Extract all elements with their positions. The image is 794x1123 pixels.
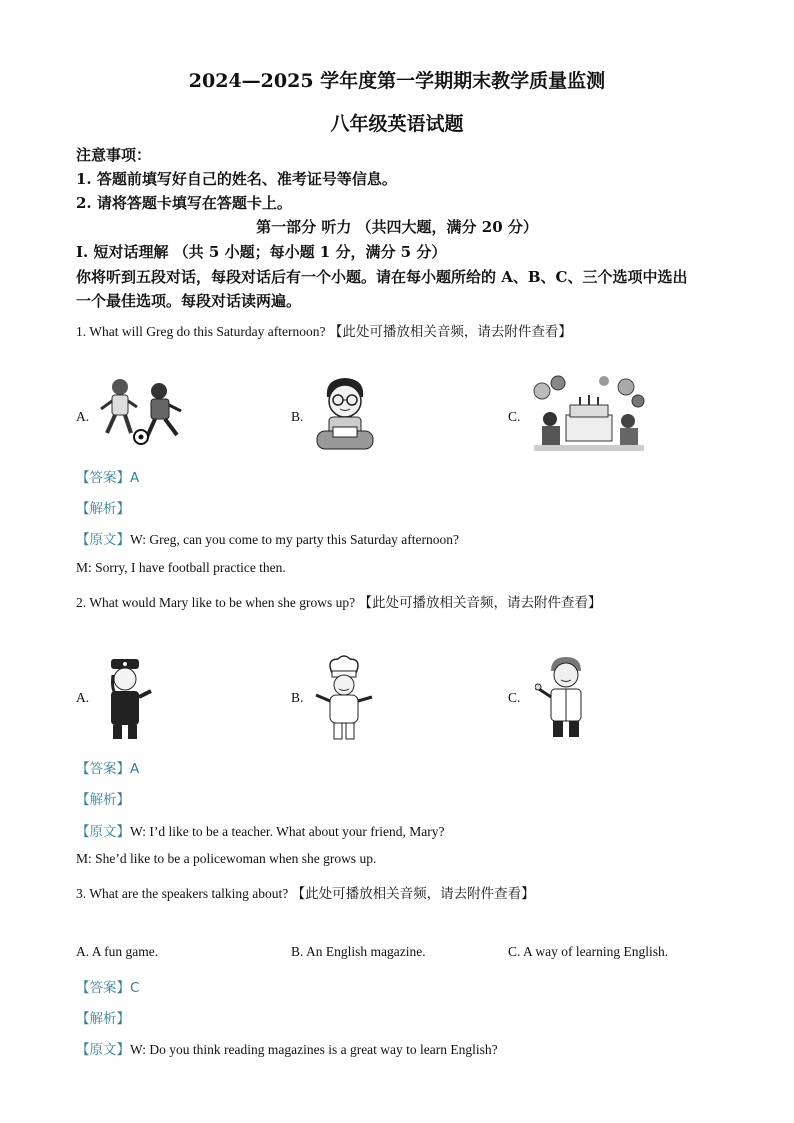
q2-original-text-1: W: I’d like to be a teacher. What about your friend, Mary? [130, 824, 445, 839]
q1-answer: 【答案】A [76, 470, 140, 486]
football-players-icon [95, 375, 195, 447]
q2-original-line-2: M: She’d like to be a policewoman when she grows up. [76, 851, 377, 866]
q1-option-a-label: A. [76, 409, 90, 424]
q2-original-tag: 【原文】 [76, 824, 130, 840]
q2-option-c-label: C. [508, 690, 521, 705]
doctor-icon [535, 655, 597, 739]
question-2-text: 2. What would Mary like to be when she grows up? 【此处可播放相关音频，请去附件查看】 [76, 595, 602, 610]
section-title: Ⅰ. 短对话理解 （共 5 小题；每小题 1 分，满分 5 分） [76, 243, 447, 261]
policewoman-icon [95, 657, 155, 741]
q3-original-line-1 [76, 1038, 498, 1058]
q2-option-b-label: B. [291, 690, 304, 705]
part1-title: 第一部分 听力 （共四大题，满分 20 分） [256, 218, 538, 236]
q1-original-tag: 【原文】 [76, 532, 130, 548]
exam-title: 2024—2025 学年度第一学期期末教学质量监测 [188, 70, 606, 92]
q1-original-line-2: M: Sorry, I have football practice then. [76, 560, 286, 575]
q1-original-text-1: W: Greg, can you come to my party this Saturday afternoon? [130, 532, 460, 547]
q1-option-c-label: C. [508, 409, 521, 424]
instruction-line-1: 你将听到五段对话，每段对话后有一个小题。请在每小题所给的 A、B、C、三个选项中选出 [76, 268, 688, 286]
notes-heading: 注意事项： [76, 146, 152, 164]
chef-icon [312, 655, 376, 741]
exam-subtitle: 八年级英语试题 [330, 113, 464, 135]
q1-option-b-label: B. [291, 409, 304, 424]
studying-boy-icon [315, 375, 375, 451]
q2-answer: 【答案】A [76, 761, 140, 777]
q2-option-a-label: A. [76, 690, 90, 705]
notes-item-1: 1. 答题前填写好自己的姓名、准考证号等信息。 [76, 170, 397, 188]
question-3-text: 3. What are the speakers talking about? 【此处可播放相关音频，请去附件查看】 [76, 886, 535, 901]
q2-analysis: 【解析】 [76, 792, 130, 808]
q3-option-c: C. A way of learning English. [508, 944, 669, 959]
q1-original-line-1 [76, 528, 459, 548]
q3-answer: 【答案】C [76, 980, 140, 996]
question-1-text: 1. What will Greg do this Saturday afternoon? 【此处可播放相关音频，请去附件查看】 [76, 324, 572, 339]
q1-analysis: 【解析】 [76, 501, 130, 517]
q3-analysis: 【解析】 [76, 1011, 130, 1027]
q2-original-line-1 [76, 820, 445, 840]
q3-option-a: A. A fun game. [76, 944, 159, 959]
instruction-line-2: 一个最佳选项。每段对话读两遍。 [76, 292, 302, 310]
q3-original-text-1: W: Do you think reading magazines is a great way to learn English? [130, 1042, 498, 1057]
q3-option-b: B. An English magazine. [291, 944, 426, 959]
notes-item-2: 2. 请将答题卡填写在答题卡上。 [76, 194, 292, 212]
q3-original-tag: 【原文】 [76, 1042, 130, 1058]
birthday-party-icon [530, 373, 648, 455]
